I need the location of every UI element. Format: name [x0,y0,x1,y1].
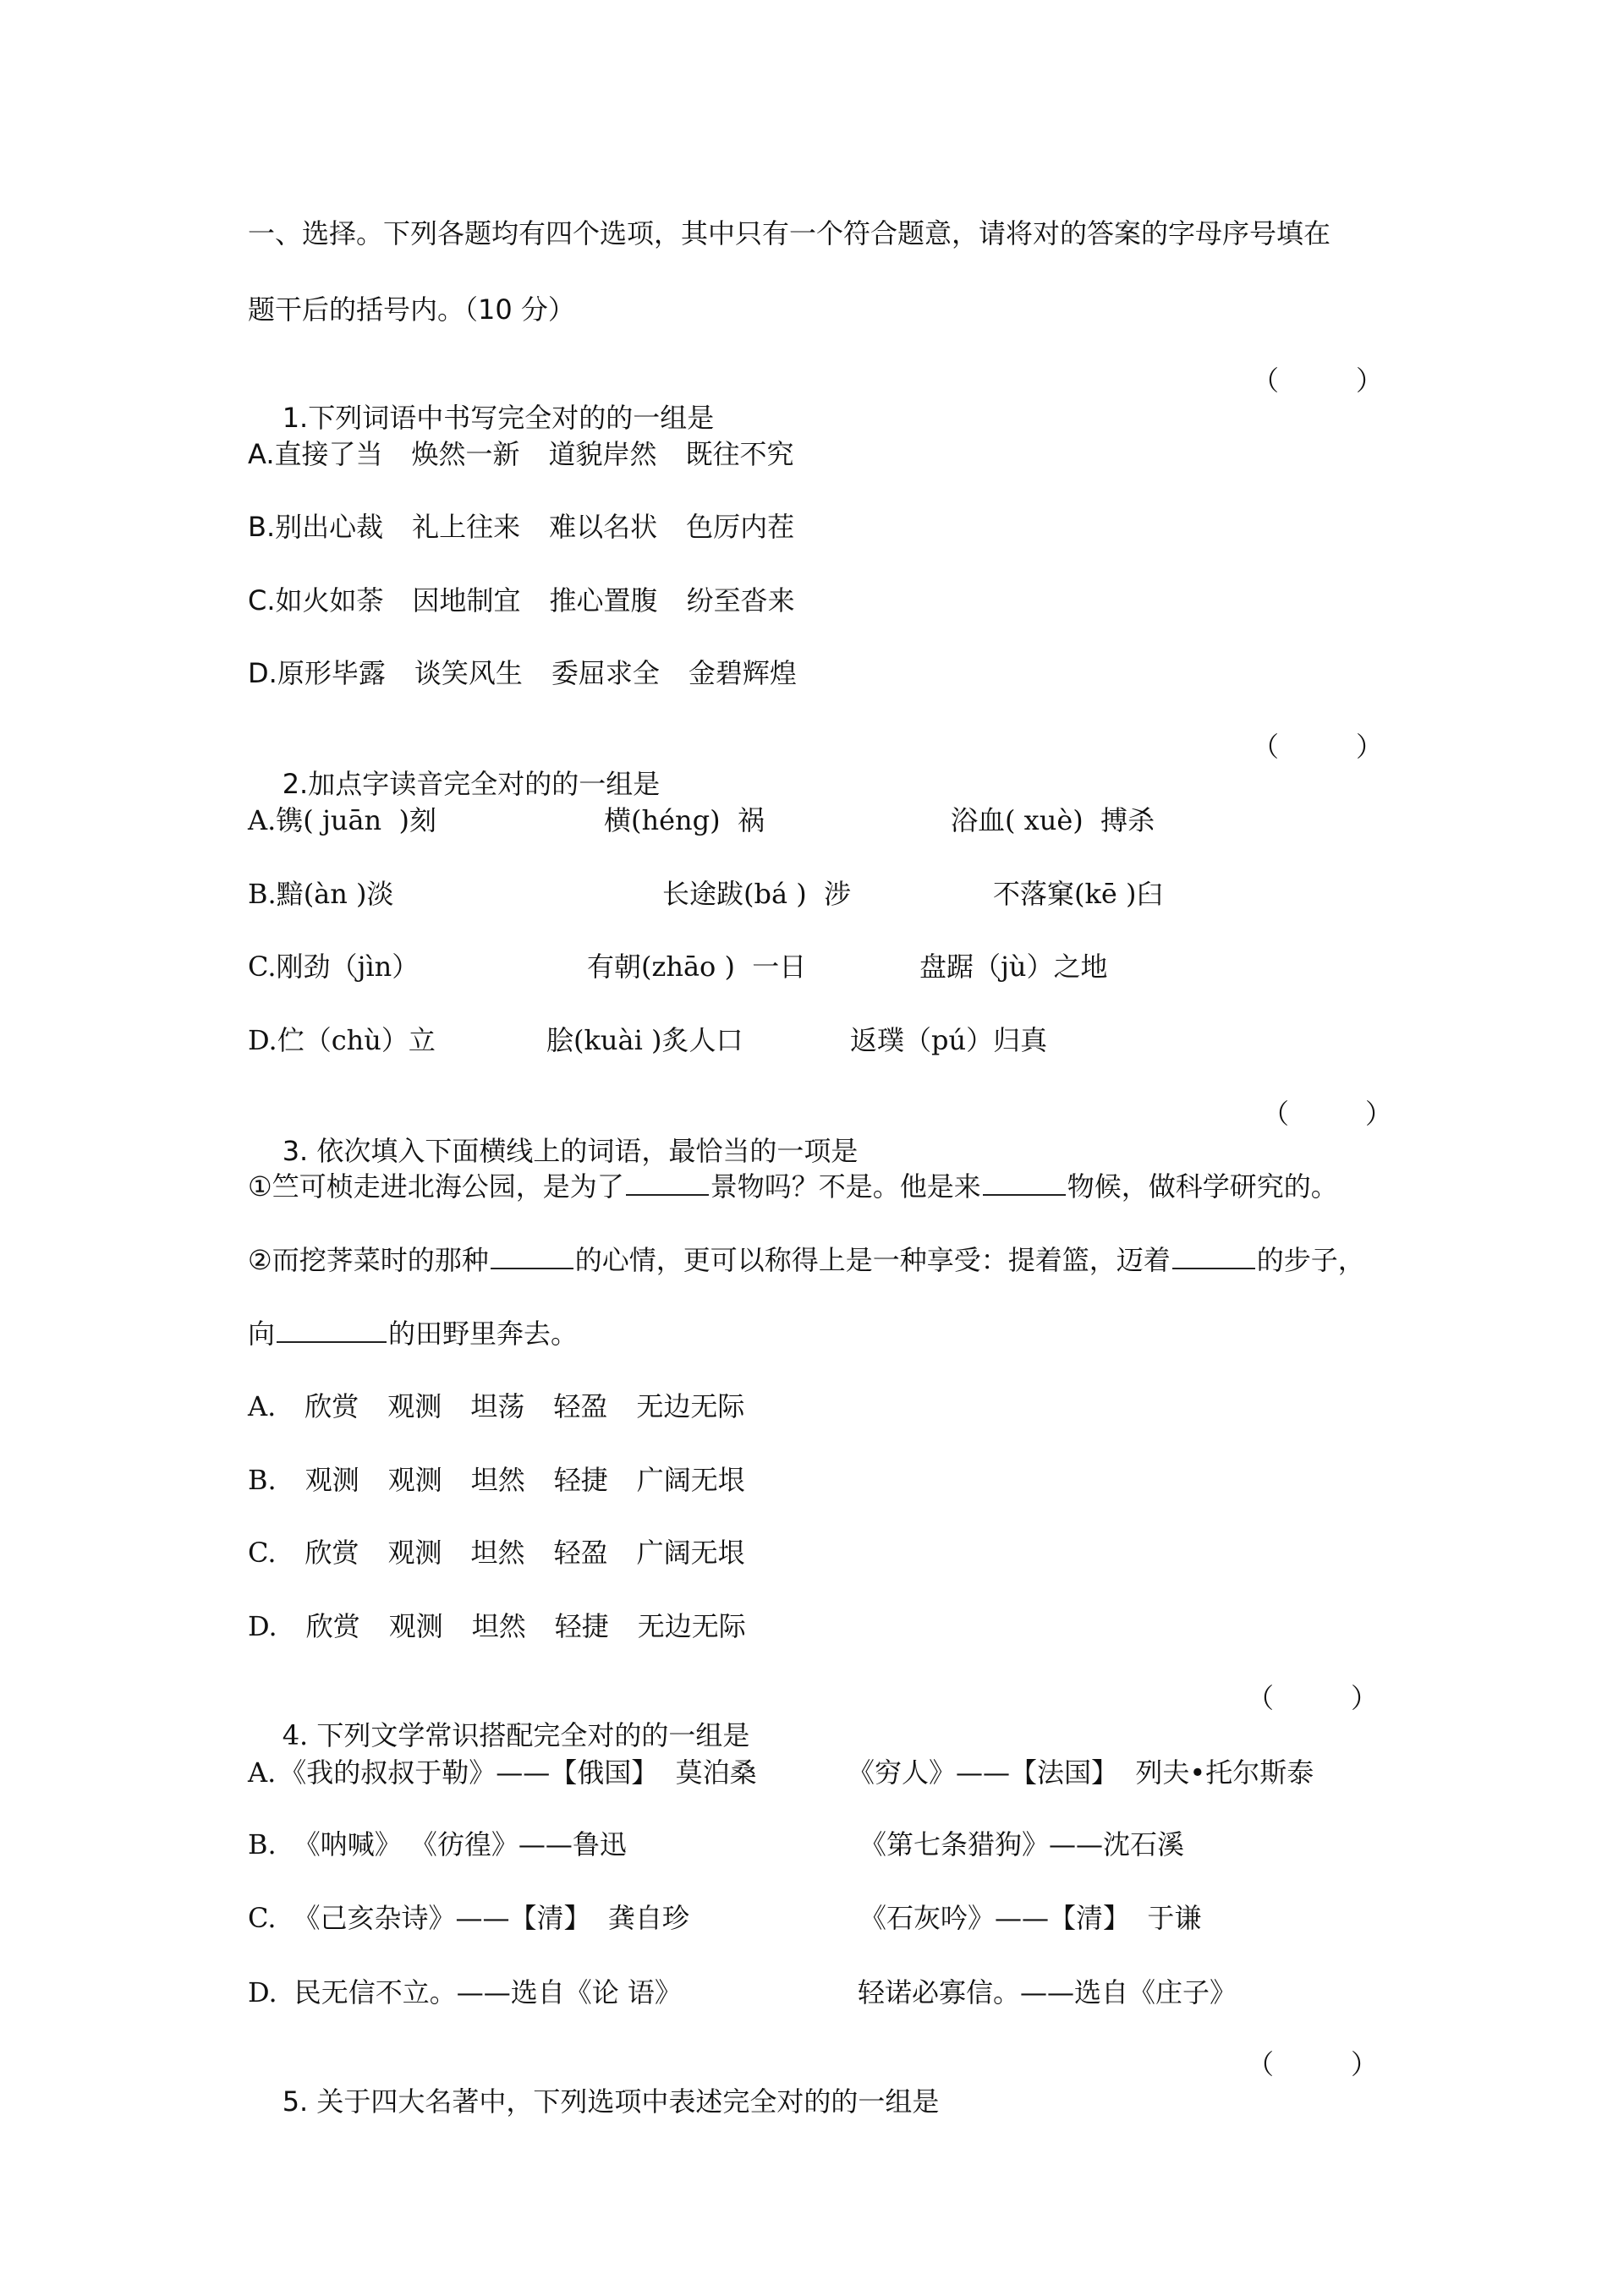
q1-option-d [248,655,826,692]
sentence-text: 的心情，更可以称得上是一种享受：提着篮，迈着 [574,1244,1171,1276]
option-word: 色厉内茬 [686,511,795,543]
answer-paren-close: ） [1365,1098,1393,1130]
answer-paren-close: ） [1351,1682,1379,1714]
sentence-text: ②而挖荠菜时的那种 [248,1244,489,1276]
q1-option-b [248,508,823,545]
option-word: 欣赏 [305,1610,360,1642]
option-label: A. [248,804,277,836]
option-label: C. [248,1902,277,1934]
fill-blank[interactable] [983,1169,1066,1196]
option-word: 轻捷 [554,1610,609,1642]
option-word: 既往不究 [685,438,794,470]
option-word: 坦然 [471,1610,526,1642]
question-stem-text: 3. 依次填入下面横线上的词语，最恰当的一项是 [282,1135,859,1167]
answer-paren-open: （ [1247,2048,1275,2080]
option-part: 伫（chù）立 [277,1024,436,1056]
question-stem-text: 5. 关于四大名著中，下列选项中表述完全对的的一组是 [282,2085,940,2118]
q4-option-c [248,1899,1381,1937]
option-word: 无边无际 [637,1610,746,1642]
question-4-stem [248,1680,1381,1751]
question-stem-text: 1.下列词语中书写完全对的的一组是 [282,402,715,434]
option-part: 脍(kuài )炙人口 [546,1024,743,1056]
answer-paren-open: （ [1262,1098,1290,1130]
option-word: 礼上往来 [412,511,521,543]
fill-blank[interactable] [1172,1242,1255,1269]
q2-option-a [248,802,1381,839]
q4-option-b [248,1826,1381,1863]
option-word: 焕然一新 [411,438,520,470]
question-stem-text: 4. 下列文学常识搭配完全对的的一组是 [282,1719,750,1751]
option-part: 《己亥杂诗》——【清】 龚自珍 [293,1902,689,1934]
q3-option-b [248,1461,774,1499]
option-part: 镌( juān )刻 [276,804,436,836]
option-part: 《呐喊》 《彷徨》——鲁迅 [293,1828,627,1860]
option-word: 坦然 [470,1464,525,1496]
answer-paren-open: （ [1247,1682,1275,1714]
fill-blank[interactable] [626,1169,709,1196]
question-stem-text: 2.加点字读音完全对的的一组是 [282,768,661,800]
q4-option-d [248,1974,1381,2011]
sentence-text: 的步子， [1256,1244,1365,1276]
option-label: B. [248,878,277,910]
option-word: 广阔无垠 [636,1537,745,1569]
q3-option-c [248,1534,774,1571]
q3-option-d [248,1608,775,1645]
q3-sentence-3 [248,1315,578,1352]
option-label: B. [248,511,276,543]
answer-paren-close: ） [1356,731,1384,763]
option-word: 坦荡 [470,1390,525,1422]
answer-paren-close: ） [1351,2048,1379,2080]
option-part: 横(héng) 祸 [604,804,765,836]
q2-option-b [248,875,1381,912]
sentence-text: 的田野里奔去。 [388,1318,579,1350]
option-word: 委屈求全 [551,657,660,689]
answer-paren-close: ） [1356,364,1384,397]
option-part: 有朝(zhāo ) 一日 [587,951,807,983]
option-part: 《穷人》——【法国】 列夫•托尔斯泰 [848,1756,1314,1789]
option-part: 长途跋(bá ) 涉 [662,878,852,910]
option-word: 观测 [387,1537,442,1569]
option-word: 难以名状 [549,511,658,543]
option-label: B. [248,1464,277,1496]
option-word: 观测 [387,1390,442,1422]
option-word: 如火如荼 [275,584,384,616]
option-label: C. [248,584,276,616]
option-label: B. [248,1828,277,1860]
q3-sentence-2 [248,1241,1365,1279]
option-word: 观测 [387,1464,442,1496]
option-part: 黯(àn )淡 [276,878,394,910]
answer-paren-open: （ [1252,364,1280,397]
option-word: 欣赏 [304,1537,359,1569]
option-word: 直接了当 [274,438,383,470]
option-word: 坦然 [470,1537,525,1569]
fill-blank[interactable] [491,1242,573,1269]
option-word: 轻捷 [553,1464,608,1496]
option-word: 因地制宜 [412,584,521,616]
option-part: 《第七条猎狗》——沈石溪 [859,1828,1185,1860]
section-instruction-line1: 一、选择。下列各题均有四个选项，其中只有一个符合题意，请将对的答案的字母序号填在 [248,217,1331,249]
option-part: 轻诺必寡信。——选自《庄子》 [858,1976,1237,2008]
option-word: 纷至沓来 [686,584,795,616]
question-3-stem [248,1095,1393,1167]
q2-option-d [248,1022,1381,1059]
option-word: 欣赏 [304,1390,359,1422]
q3-sentence-1 [248,1168,1338,1205]
fill-blank[interactable] [277,1316,387,1343]
option-word: 广阔无垠 [636,1464,745,1496]
option-word: 道貌岸然 [548,438,657,470]
option-label: A. [248,1390,277,1422]
option-label: C. [248,1537,277,1569]
option-word: 观测 [388,1610,443,1642]
option-label: D. [248,1976,277,2008]
sentence-text: 景物吗？不是。他是来 [710,1170,981,1203]
answer-paren-open: （ [1252,731,1280,763]
q3-option-a [248,1388,773,1425]
option-word: 轻盈 [553,1390,608,1422]
section-instruction-line2: 题干后的括号内。（10 分） [248,293,575,326]
option-part: 返璞（pú）归真 [850,1024,1048,1056]
option-part: 盘踞（jù）之地 [919,951,1108,983]
sentence-text: 向 [248,1318,276,1350]
q4-option-a [248,1754,1381,1791]
option-word: 推心置腹 [549,584,658,616]
option-part: 《我的叔叔于勒》——【俄国】 莫泊桑 [279,1756,757,1789]
sentence-text: ①竺可桢走进北海公园，是为了 [248,1170,624,1203]
option-label: A. [248,1756,277,1789]
option-word: 轻盈 [553,1537,608,1569]
question-1-stem [248,362,1384,434]
option-label: A. [248,438,275,470]
option-label: D. [248,1024,277,1056]
option-label: D. [248,657,277,689]
option-label: C. [248,951,277,983]
option-word: 谈笑风生 [414,657,523,689]
sentence-text: 物候，做科学研究的。 [1067,1170,1338,1203]
option-part: 刚劲（jìn） [276,951,420,983]
question-2-stem [248,728,1384,800]
option-word: 别出心裁 [275,511,384,543]
q2-option-c [248,948,1381,985]
q1-option-a [248,436,823,473]
question-5-stem [248,2046,1381,2118]
option-part: 不落窠(kē )臼 [993,878,1164,910]
option-part: 《石灰吟》——【清】 于谦 [859,1902,1202,1934]
option-part: 浴血( xuè) 搏杀 [951,804,1155,836]
q1-option-c [248,582,824,619]
option-part: 民无信不立。——选自《论 语》 [294,1976,682,2008]
option-word: 金碧辉煌 [688,657,797,689]
option-word: 原形毕露 [277,657,386,689]
option-label: D. [248,1610,277,1642]
option-word: 观测 [304,1464,359,1496]
option-word: 无边无际 [636,1390,745,1422]
